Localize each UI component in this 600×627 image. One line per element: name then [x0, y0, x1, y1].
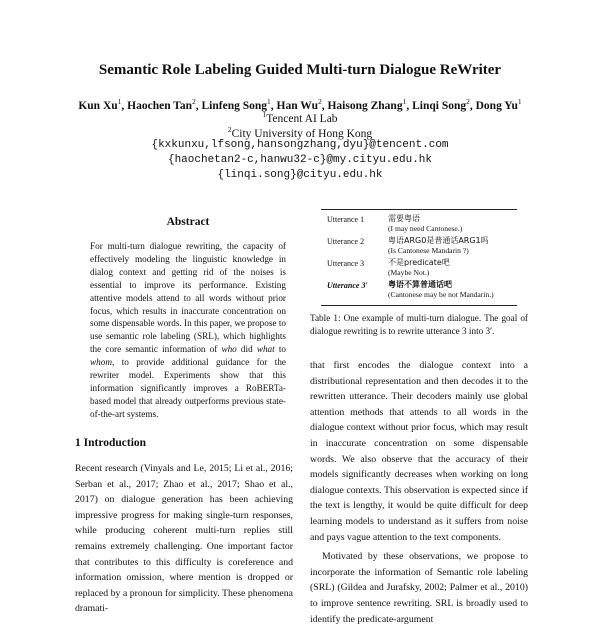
- email-line-1: {kxkunxu,lfsong,hansongzhang,dyu}@tencent.com: [151, 139, 449, 151]
- section-heading-introduction: 1 Introduction: [75, 437, 147, 449]
- intro-paragraph-left: Recent research (Vinyals and Le, 2015; Li et al., 2016; Serban et al., 2017; Zhao et al., 2017; Shao et al., 2017) on dialogue generation has been achieving impressive progress for making single-turn responses, while producing coherent multi-turn replies still remains extremely challenging. One important factor that contributes to this difficulty is coreference and information omission, where mention is dropped or replaced by a pronoun for simplicity. These phenomena dramati-: [75, 463, 293, 615]
- author: Haisong Zhang$^1$: [327, 97, 407, 112]
- author: Linqi Song$^2$: [412, 97, 470, 112]
- table-row: Utterance 1 需要粤语 (I may need Cantonese.): [327, 214, 463, 233]
- email-line-2: {haochetan2-c,hanwu32-c}@my.cityu.edu.hk: [167, 154, 433, 166]
- author-list: Kun Xu$^1$, Haochen Tan$^2$, Linfeng Song$^1$, Han Wu$^2$, Haisong Zhang$^1$, Linqi Song$^2$, Dong Yu$^1$: [78, 97, 522, 112]
- author: Linfeng Song$^1$: [201, 97, 271, 112]
- table-row: Utterance 3′ 粤语不算普通话吧 (Cantonese may be not Mandarin.): [327, 280, 494, 299]
- table-caption: Table 1: One example of multi-turn dialogue. The goal of dialogue rewriting is to rewrite utterance 3 into 3′.: [310, 313, 528, 336]
- email-line-3: {linqi.song}@cityu.edu.hk: [217, 169, 383, 181]
- author: Haochen Tan$^2$: [127, 97, 196, 112]
- table-row: Utterance 2 粤语ARG0是普通话ARG1吗 (Is Cantonese Mandarin ?): [327, 236, 489, 255]
- abstract-heading: Abstract: [166, 216, 210, 228]
- dialogue-example-table: [321, 209, 517, 306]
- affiliation-1: $^1$Tencent AI Lab: [262, 110, 338, 125]
- intro-paragraph-right: [310, 358, 528, 627]
- paper-title: Semantic Role Labeling Guided Multi-turn Dialogue ReWriter: [98, 62, 502, 78]
- affiliation-2: $^2$City University of Hong Kong: [227, 125, 373, 140]
- abstract-body: For multi-turn dialogue rewriting, the capacity of effectively modeling the linguistic knowledge in dialog context and getting rid of the noises is essential to improve its performance. Existing attentive models attend to all words without prior focus, which results in inaccurate concentration on some dispensable words. In this paper, we propose to use semantic role labeling (SRL), which highlights the core semantic information of who did what to whom, to provide additional guidance for the rewriter model. Experiments show that this information significantly improves a RoBERTa-based model that already outperforms previous state-of-the-art systems.: [90, 241, 286, 419]
- paragraph: that first encodes the dialogue context into a distributional representation and then decodes it to the rewritten utterance. Their decoders mainly use global attention methods that attends to all words in the dialogue context without prior focus, which may result in inaccurate concentration on some dispensable words. We also observe that the accuracy of their models significantly decreases when working on long dialogue contexts. This observation is expected since if the text is lengthy, it would be quite difficult for deep learning models to understand as it suffers from noise and pays vague attention to the text components.: [310, 360, 528, 543]
- author: Dong Yu$^1$: [475, 97, 522, 112]
- author: Han Wu$^2$: [276, 97, 322, 112]
- paragraph: Motivated by these observations, we propose to incorporate the information of Semantic role labeling (SRL) (Gildea and Jurafsky, 2002; Palmer et al., 2010) to improve sentence rewriting. SRL is broadly used to identify the predicate-argument: [310, 551, 528, 625]
- table-row: Utterance 3 不是predicate吧 (Maybe Not.): [327, 258, 450, 277]
- author: Kun Xu$^1$: [78, 97, 122, 112]
